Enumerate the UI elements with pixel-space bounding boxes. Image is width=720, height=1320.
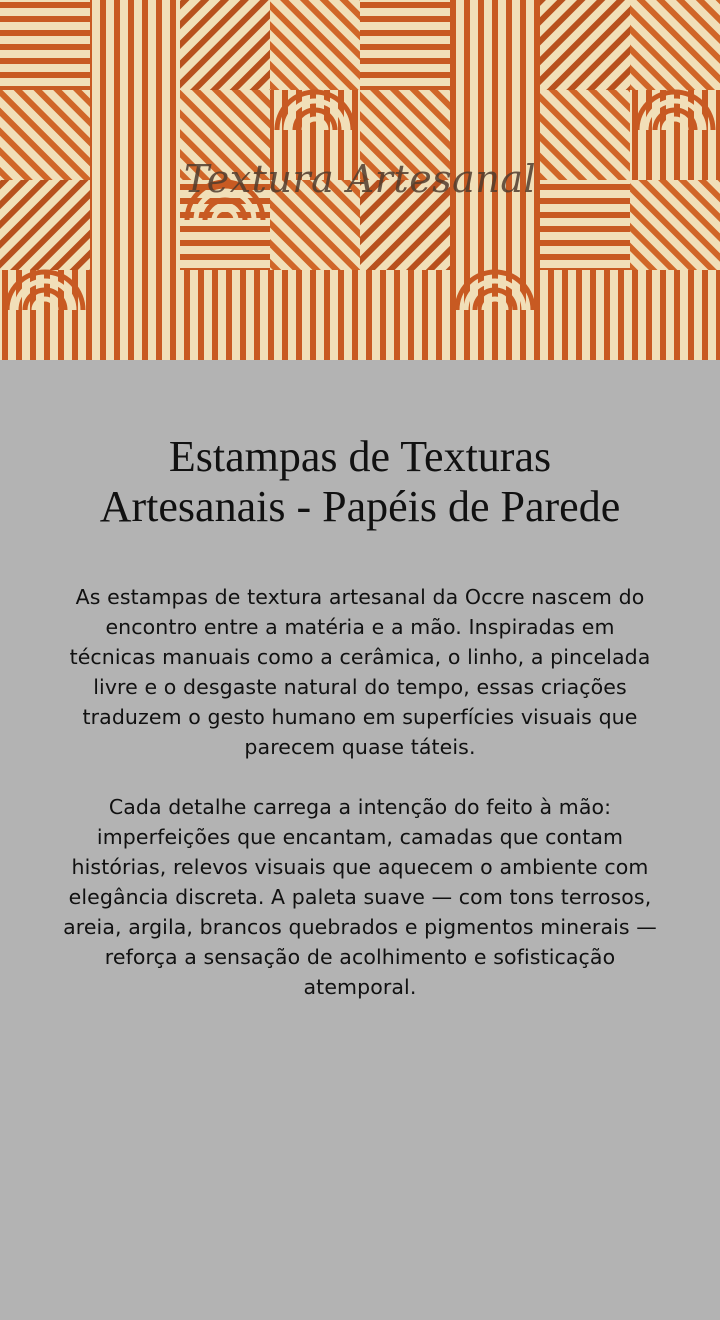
main-content [60,360,660,1002]
pattern-tile [540,270,630,360]
pattern-tile [270,270,360,360]
page-title-line-2: Artesanais - Papéis de Parede [99,482,621,531]
pattern-tile [630,0,720,90]
hero-banner [0,0,720,360]
pattern-tile [360,0,450,90]
pattern-tile [180,0,270,90]
pattern-tile [180,270,270,360]
pattern-tile [360,270,450,360]
description-paragraph-1: As estampas de textura artesanal da Occre nascem do encontro entre a matéria e a mão. Inspiradas em técnicas manuais como a cerâmica, o linho, a pincelada livre e o desgaste natural do tempo, essas criações traduzem o gesto humano em superfícies visuais que parecem quase táteis. [69,585,651,759]
page-title [60,432,660,532]
description-paragraph-2: Cada detalhe carrega a intenção do feito à mão: imperfeições que encantam, camadas que contam histórias, relevos visuais que aquecem o ambiente com elegância discreta. A paleta suave — com tons terrosos, areia, argila, brancos quebrados e pigmentos minerais — reforça a sensação de acolhimento e sofisticação atemporal. [63,795,657,999]
hero-title: Textura Artesanal [183,157,537,201]
pattern-tile [90,0,180,90]
pattern-tile [450,0,540,90]
pattern-tile [630,270,720,360]
page-title-line-1: Estampas de Texturas [168,432,552,481]
pattern-tile [0,0,90,90]
pattern-tile [270,0,360,90]
pattern-tile [90,270,180,360]
pattern-tile [540,0,630,90]
